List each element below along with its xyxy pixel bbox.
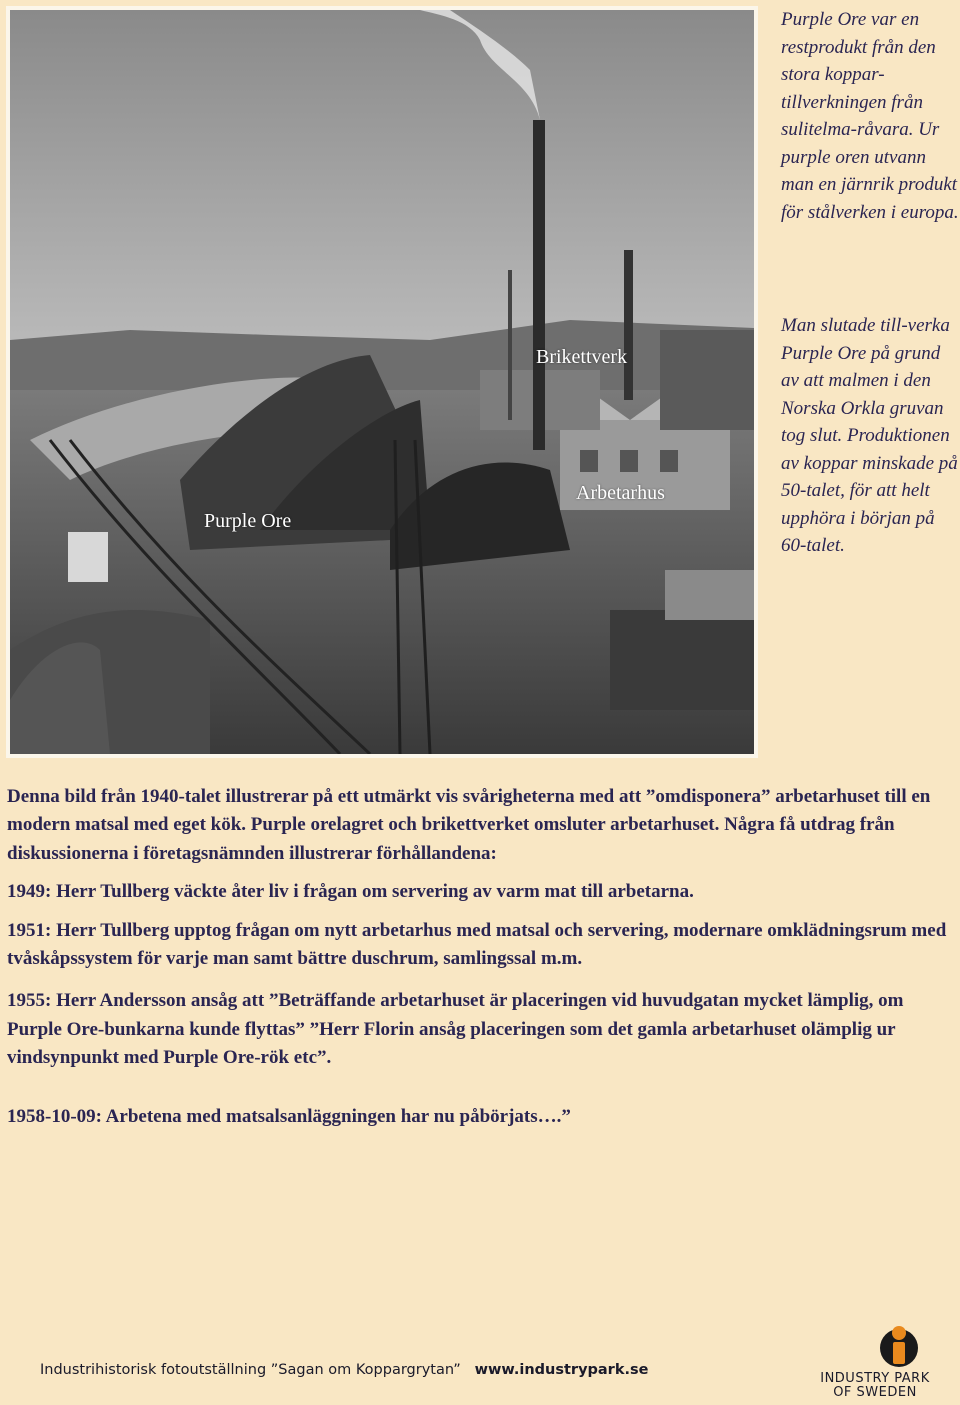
footer-exhibition: Industrihistorisk fotoutställning ”Sagan om Koppargrytan” xyxy=(40,1362,461,1378)
label-arbetarhus: Arbetarhus xyxy=(576,482,665,504)
photo-illustration xyxy=(10,10,754,754)
footer xyxy=(40,1362,648,1378)
sidebar-paragraph-1 xyxy=(781,6,959,226)
historic-photo xyxy=(6,6,758,758)
main-text xyxy=(7,783,957,1131)
footer-url[interactable]: www.industrypark.se xyxy=(474,1362,649,1378)
sidebar-paragraph-2 xyxy=(781,312,959,560)
intro-paragraph: Denna bild från 1940-talet illustrerar på ett utmärkt vis svårigheterna med att ”omdisponera” arbetarhuset till en modern matsal med eget kök. Purple orelagret och brikettverket omsluter arbetarhuset. Några få utdrag från diskussionerna i företagsnämnden illustrerar förhållandena: xyxy=(7,786,931,864)
industry-park-logo xyxy=(800,1322,950,1402)
entry-1951: 1951: Herr Tullberg upptog frågan om nytt arbetarhus med matsal och servering, modernare omklädningsrum med tvåskåpssystem för varje man samt bättre duschrum, samlingssal m.m. xyxy=(7,919,947,970)
sidebar-text-1: Purple Ore var en restprodukt från den stora koppar-tillverkningen från sulitelma-råvara. Ur purple oren utvann man en järnrik produkt för stålverken i europa. xyxy=(781,9,959,223)
logo-line-1: INDUSTRY PARK xyxy=(820,1371,930,1386)
entry-1949: 1949: Herr Tullberg väckte åter liv i frågan om servering av varm mat till arbetarna. xyxy=(7,881,694,903)
entry-1958: 1958-10-09: Arbetena med matsalsanläggningen har nu påbörjats….” xyxy=(7,1105,571,1127)
logo-icon xyxy=(800,1322,950,1368)
label-purple-ore: Purple Ore xyxy=(204,510,292,532)
entry-1955: 1955: Herr Andersson ansåg att ”Beträffande arbetarhuset är placeringen vid huvudgatan mycket lämplig, om Purple Ore-bunkarna kunde flyttas” ”Herr Florin ansåg placeringen som det gamla arbetarhuset olämplig ur vindsynpunkt med Purple Ore-rök etc”. xyxy=(7,990,904,1069)
sidebar-text-2: Man slutade till-verka Purple Ore på grund av att malmen i den Norska Orkla gruvan tog slut. Produktionen av koppar minskade på 50-talet, för att helt upphöra i början på 60-talet. xyxy=(781,315,958,556)
label-brikettverk: Brikettverk xyxy=(536,346,628,368)
logo-line-2: OF SWEDEN xyxy=(833,1385,917,1400)
